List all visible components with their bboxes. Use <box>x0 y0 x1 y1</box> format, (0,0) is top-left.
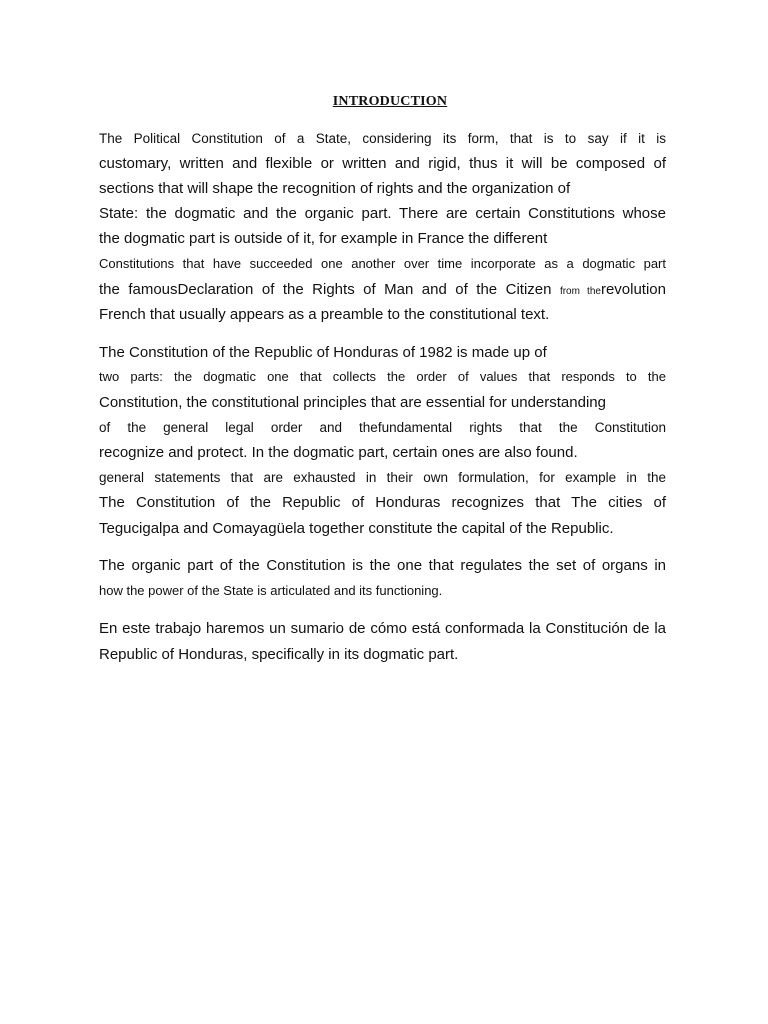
text-fragment: revolution <box>600 281 666 298</box>
text-line: French that usually appears as a preamble to the constitutional text. <box>99 306 550 323</box>
text-line: customary, written and flexible or written and rigid, thus it will be composed of <box>99 155 666 172</box>
text-line: general statements that are exhausted in their own formulation, for example in the <box>99 470 666 485</box>
text-line: sections that will shape the recognition of rights and the organization of <box>99 180 571 197</box>
text-line: two parts: the dogmatic one that collects the order of values that responds to the <box>99 369 666 384</box>
document-title: INTRODUCTION <box>332 94 448 109</box>
text-line: Constitution, the constitutional principles that are essential for understanding <box>99 394 606 411</box>
text-fragment: the famousDeclaration of the Rights of Man and of the Citizen <box>99 281 552 298</box>
text-line: State: the dogmatic and the organic part. There are certain Constitutions whose <box>99 205 666 222</box>
text-line: En este trabajo haremos un sumario de cómo está conformada la Constitución de la <box>99 620 666 637</box>
text-line: The Political Constitution of a State, considering its form, that is to say if it is <box>99 131 666 146</box>
text-line: recognize and protect. In the dogmatic part, certain ones are also found. <box>99 444 578 461</box>
text-line: The Constitution of the Republic of Honduras recognizes that The cities of <box>99 494 666 511</box>
text-line: The organic part of the Constitution is the one that regulates the set of organs in <box>99 557 666 574</box>
text-line: Republic of Honduras, specifically in its dogmatic part. <box>99 646 459 663</box>
text-line: how the power of the State is articulated and its functioning. <box>99 583 443 598</box>
text-line: The Constitution of the Republic of Honduras of 1982 is made up of <box>99 344 547 361</box>
text-line: Tegucigalpa and Comayagüela together constitute the capital of the Republic. <box>99 520 614 537</box>
text-line-mixed <box>99 281 666 301</box>
text-line: the dogmatic part is outside of it, for example in France the different <box>99 230 548 247</box>
text-fragment-small: from the <box>559 286 601 297</box>
text-line: of the general legal order and thefundamental rights that the Constitution <box>99 420 666 435</box>
text-line: Constitutions that have succeeded one another over time incorporate as a dogmatic part <box>99 256 666 271</box>
